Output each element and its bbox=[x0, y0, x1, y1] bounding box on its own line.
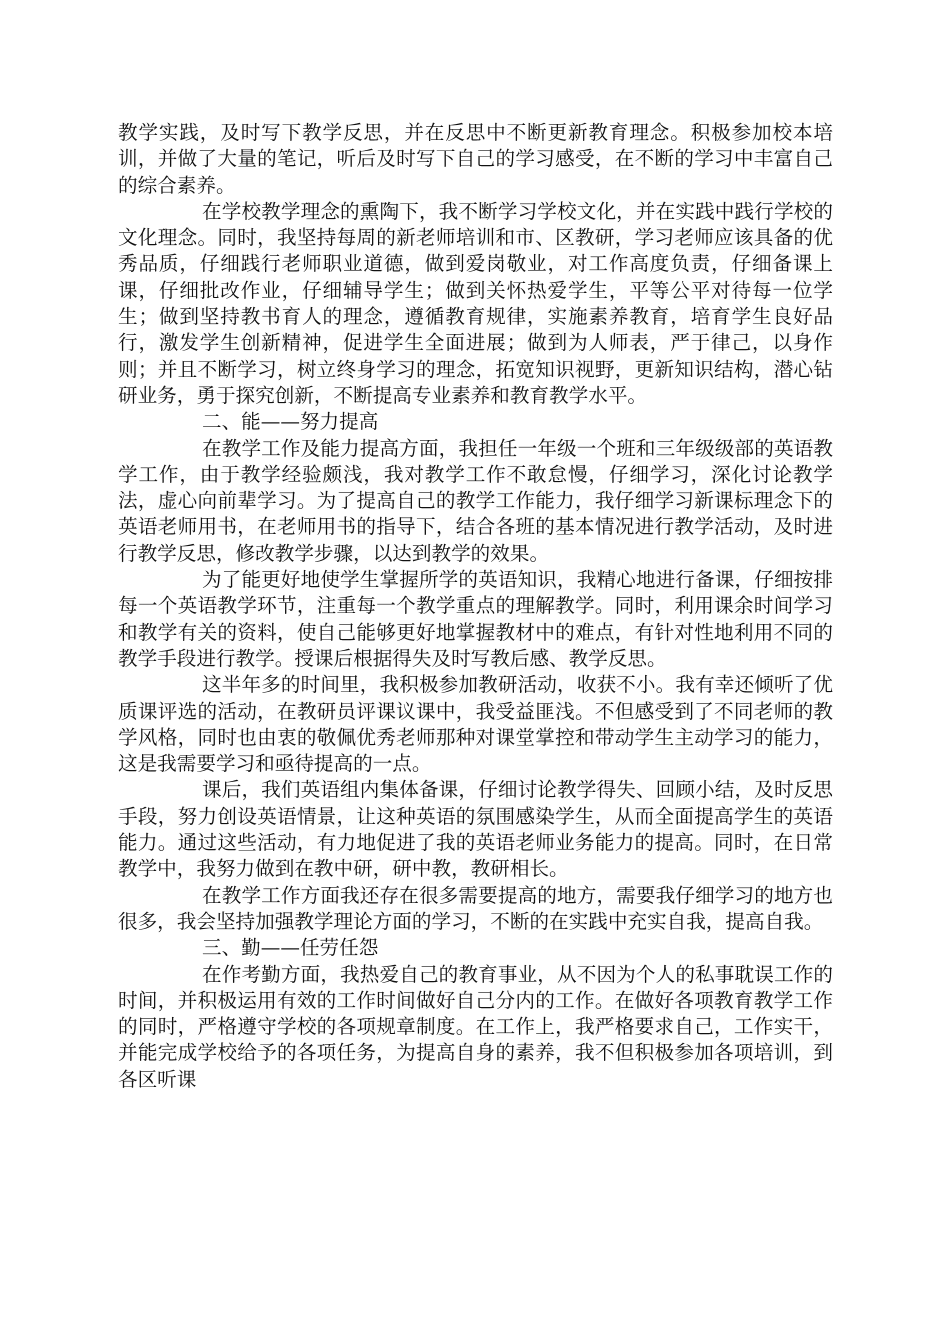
paragraph: 在教学工作及能力提高方面，我担任一年级一个班和三年级级部的英语教学工作，由于教学经验颇浅，我对教学工作不敢怠慢，仔细学习，深化讨论教学法，虚心向前辈学习。为了提高自己的教学工作能力，我仔细学习新课标理念下的英语老师用书，在老师用书的指导下，结合各班的基本情况进行教学活动，及时进行教学反思，修改教学步骤，以达到教学的效果。 bbox=[118, 436, 833, 565]
paragraph: 这半年多的时间里，我积极参加教研活动，收获不小。我有幸还倾听了优质课评选的活动，在教研员评课议课中，我受益匪浅。不但感受到了不同老师的教学风格，同时也由衷的敬佩优秀老师那种对课堂掌控和带动学生主动学习的能力，这是我需要学习和亟待提高的一点。 bbox=[118, 673, 833, 776]
paragraph: 课后，我们英语组内集体备课，仔细讨论教学得失、回顾小结，及时反思手段，努力创设英语情景，让这种英语的氛围感染学生，从而全面提高学生的英语能力。通过这些活动，有力地促进了我的英语老师业务能力的提高。同时，在日常教学中，我努力做到在教中研，研中教，教研相长。 bbox=[118, 778, 833, 881]
section-heading: 二、能——努力提高 bbox=[202, 410, 379, 434]
paragraph-continued: 教学实践，及时写下教学反思，并在反思中不断更新教育理念。积极参加校本培训，并做了大量的笔记，听后及时写下自己的学习感受，在不断的学习中丰富自己的综合素养。 bbox=[118, 121, 833, 197]
paragraph: 在作考勤方面，我热爱自己的教育事业，从不因为个人的私事耽误工作的时间，并积极运用有效的工作时间做好自己分内的工作。在做好各项教育教学工作的同时，严格遵守学校的各项规章制度。在工作上，我严格要求自己，工作实干，并能完成学校给予的各项任务，为提高自身的素养，我不但积极参加各项培训，到各区听课 bbox=[118, 962, 833, 1091]
paragraph: 在教学工作方面我还存在很多需要提高的地方，需要我仔细学习的地方也很多，我会坚持加强教学理论方面的学习，不断的在实践中充实自我，提高自我。 bbox=[118, 883, 833, 933]
document-body bbox=[118, 120, 833, 1093]
section-heading: 三、勤——任劳任怨 bbox=[202, 936, 379, 960]
paragraph: 为了能更好地使学生掌握所学的英语知识，我精心地进行备课，仔细按排每一个英语教学环节，注重每一个教学重点的理解教学。同时，利用课余时间学习和教学有关的资料，使自己能够更好地掌握教材中的难点，有针对性地利用不同的教学手段进行教学。授课后根据得失及时写教后感、教学反思。 bbox=[118, 568, 833, 670]
paragraph: 在学校教学理念的熏陶下，我不断学习学校文化，并在实践中践行学校的文化理念。同时，我坚持每周的新老师培训和市、区教研，学习老师应该具备的优秀品质，仔细践行老师职业道德，做到爱岗敬业，对工作高度负责，仔细备课上课，仔细批改作业，仔细辅导学生；做到关怀热爱学生，平等公平对待每一位学生；做到坚持教书育人的理念，遵循教育规律，实施素养教育，培育学生良好品行，激发学生创新精神，促进学生全面进展；做到为人师表，严于律己，以身作则；并且不断学习，树立终身学习的理念，拓宽知识视野，更新知识结构，潜心钻研业务，勇于探究创新，不断提高专业素养和教育教学水平。 bbox=[118, 199, 833, 407]
